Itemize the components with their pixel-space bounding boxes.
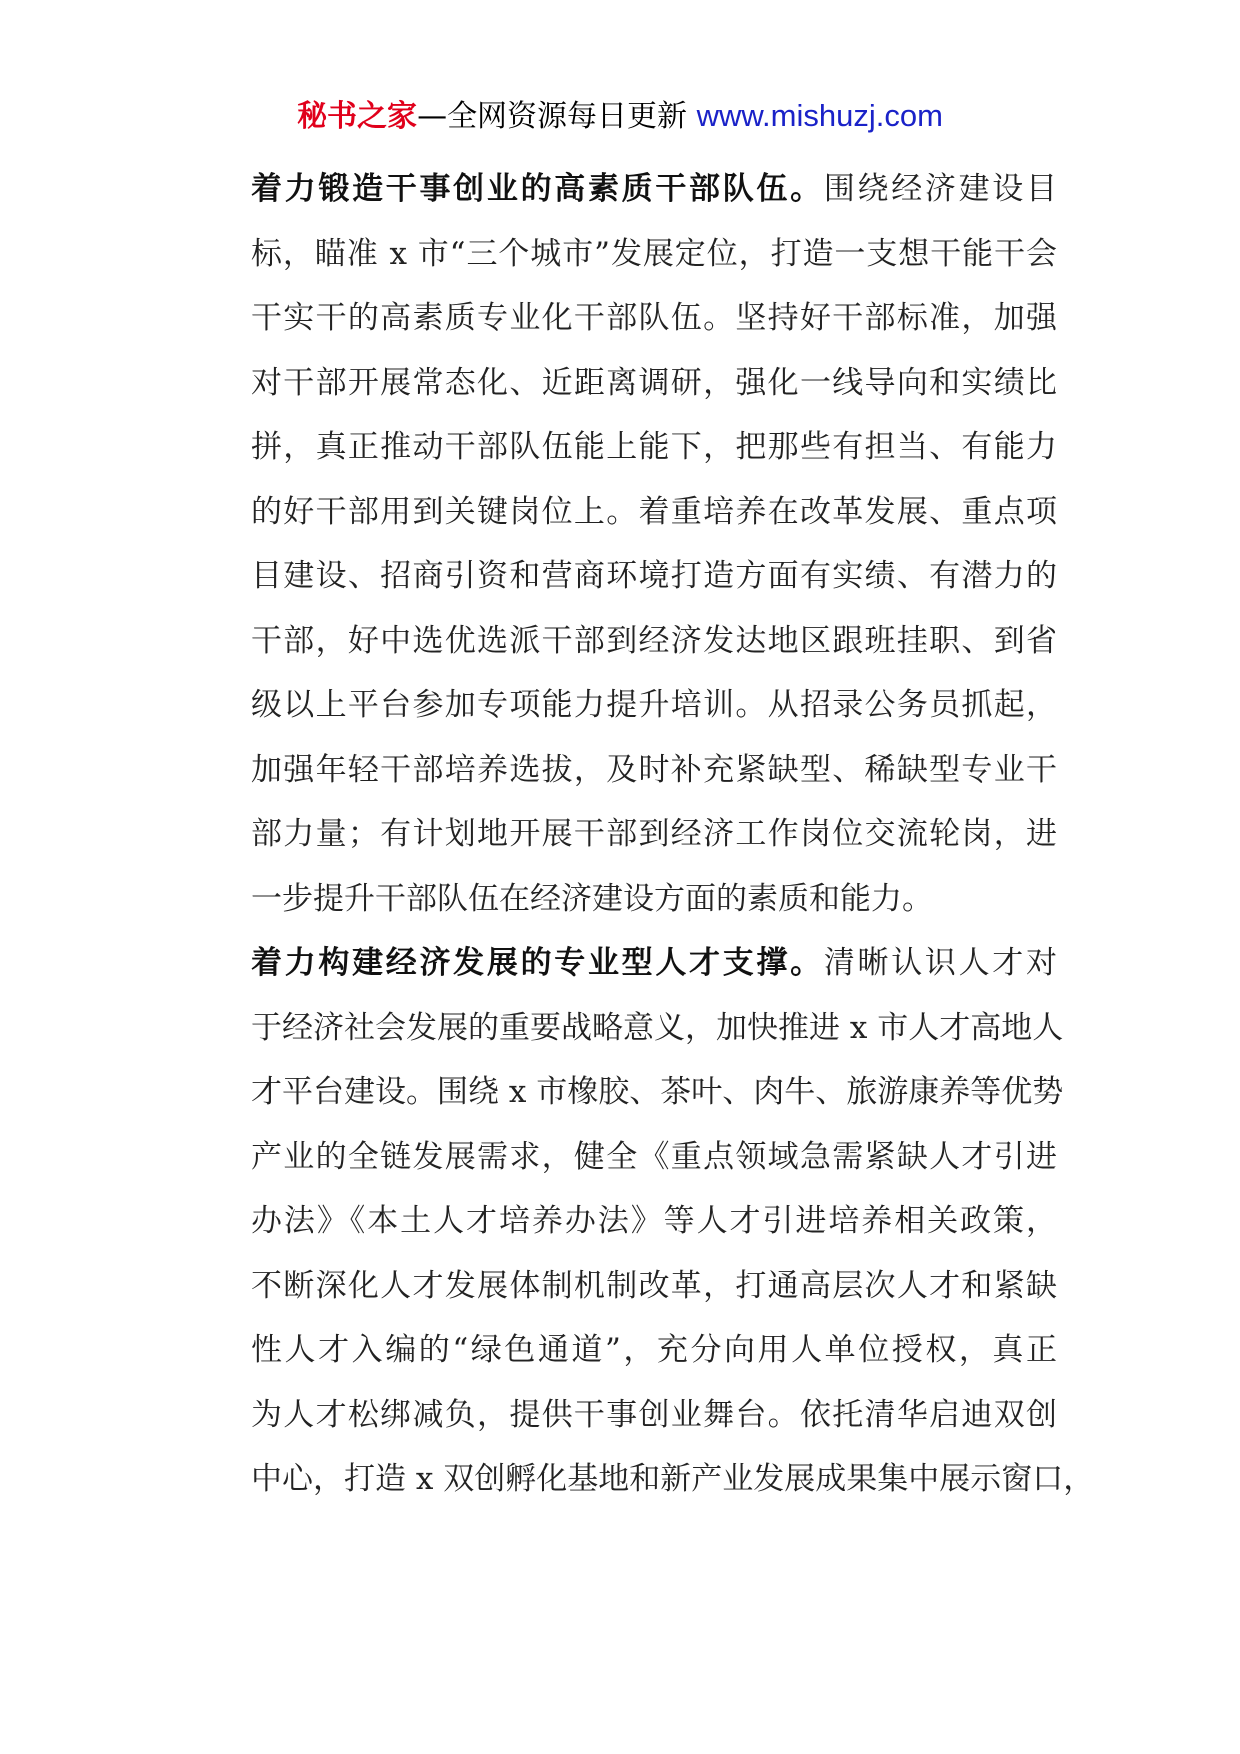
paragraph-line: 产业的全链发展需求，健全《重点领域急需紧缺人才引进	[251, 1138, 1057, 1175]
paragraph-line: 对干部开展常态化、近距离调研，强化一线导向和实绩比	[251, 364, 1057, 401]
header-slogan: —全网资源每日更新	[417, 99, 688, 134]
paragraph-lead-heading: 着力构建经济发展的专业型人才支撑。	[251, 945, 824, 981]
page-header	[0, 96, 1240, 137]
paragraph-line: 的好干部用到关键岗位上。着重培养在改革发展、重点项	[251, 493, 1057, 530]
paragraph-line: 不断深化人才发展体制机制改革，打通高层次人才和紧缺	[251, 1267, 1057, 1304]
paragraph-line: 一步提升干部队伍在经济建设方面的素质和能力。	[251, 880, 933, 917]
paragraph-line: 拼，真正推动干部队伍能上能下，把那些有担当、有能力	[251, 429, 1057, 465]
paragraph-line: 级以上平台参加专项能力提升培训。从招录公务员抓起，	[251, 687, 1057, 723]
paragraph-line: 部力量；有计划地开展干部到经济工作岗位交流轮岗，进	[251, 816, 1057, 852]
paragraph-line: 目建设、招商引资和营商环境打造方面有实绩、有潜力的	[251, 558, 1057, 594]
brand-name: 秘书之家	[297, 99, 418, 134]
site-url-link[interactable]: www.mishuzj.com	[696, 98, 943, 133]
paragraph-line: 办法》《本土人才培养办法》等人才引进培养相关政策，	[251, 1203, 1057, 1239]
paragraph-lead-heading: 着力锻造干事创业的高素质干部队伍。	[251, 171, 824, 207]
paragraph-line: 标，瞄准 x 市“三个城市”发展定位，打造一支想干能干会	[251, 235, 1057, 272]
document-body	[189, 157, 1095, 1512]
paragraph-line: 干实干的高素质专业化干部队伍。坚持好干部标准，加强	[251, 300, 1057, 336]
paragraph-line: 为人才松绑减负，提供干事创业舞台。依托清华启迪双创	[251, 1396, 1057, 1433]
paragraph-line: 加强年轻干部培养选拔，及时补充紧缺型、稀缺型专业干	[251, 751, 1057, 788]
paragraph-line: 性人才入编的“绿色通道”，充分向用人单位授权，真正	[251, 1332, 1057, 1368]
paragraph-line: 干部，好中选优选派干部到经济发达地区跟班挂职、到省	[251, 622, 1057, 659]
paragraph-line: 于经济社会发展的重要战略意义，加快推进 x 市人才高地人	[251, 1009, 1064, 1046]
paragraph-line: 才平台建设。围绕 x 市橡胶、茶叶、肉牛、旅游康养等优势	[251, 1074, 1064, 1110]
paragraph-talent-support	[189, 931, 1095, 1512]
paragraph-line: 中心，打造 x 双创孵化基地和新产业发展成果集中展示窗口，	[251, 1461, 1095, 1497]
paragraph-line: 着力构建经济发展的专业型人才支撑。清晰认识人才对	[251, 945, 1058, 981]
paragraph-cadre-team	[189, 157, 1057, 931]
paragraph-line: 着力锻造干事创业的高素质干部队伍。围绕经济建设目	[251, 171, 1058, 207]
